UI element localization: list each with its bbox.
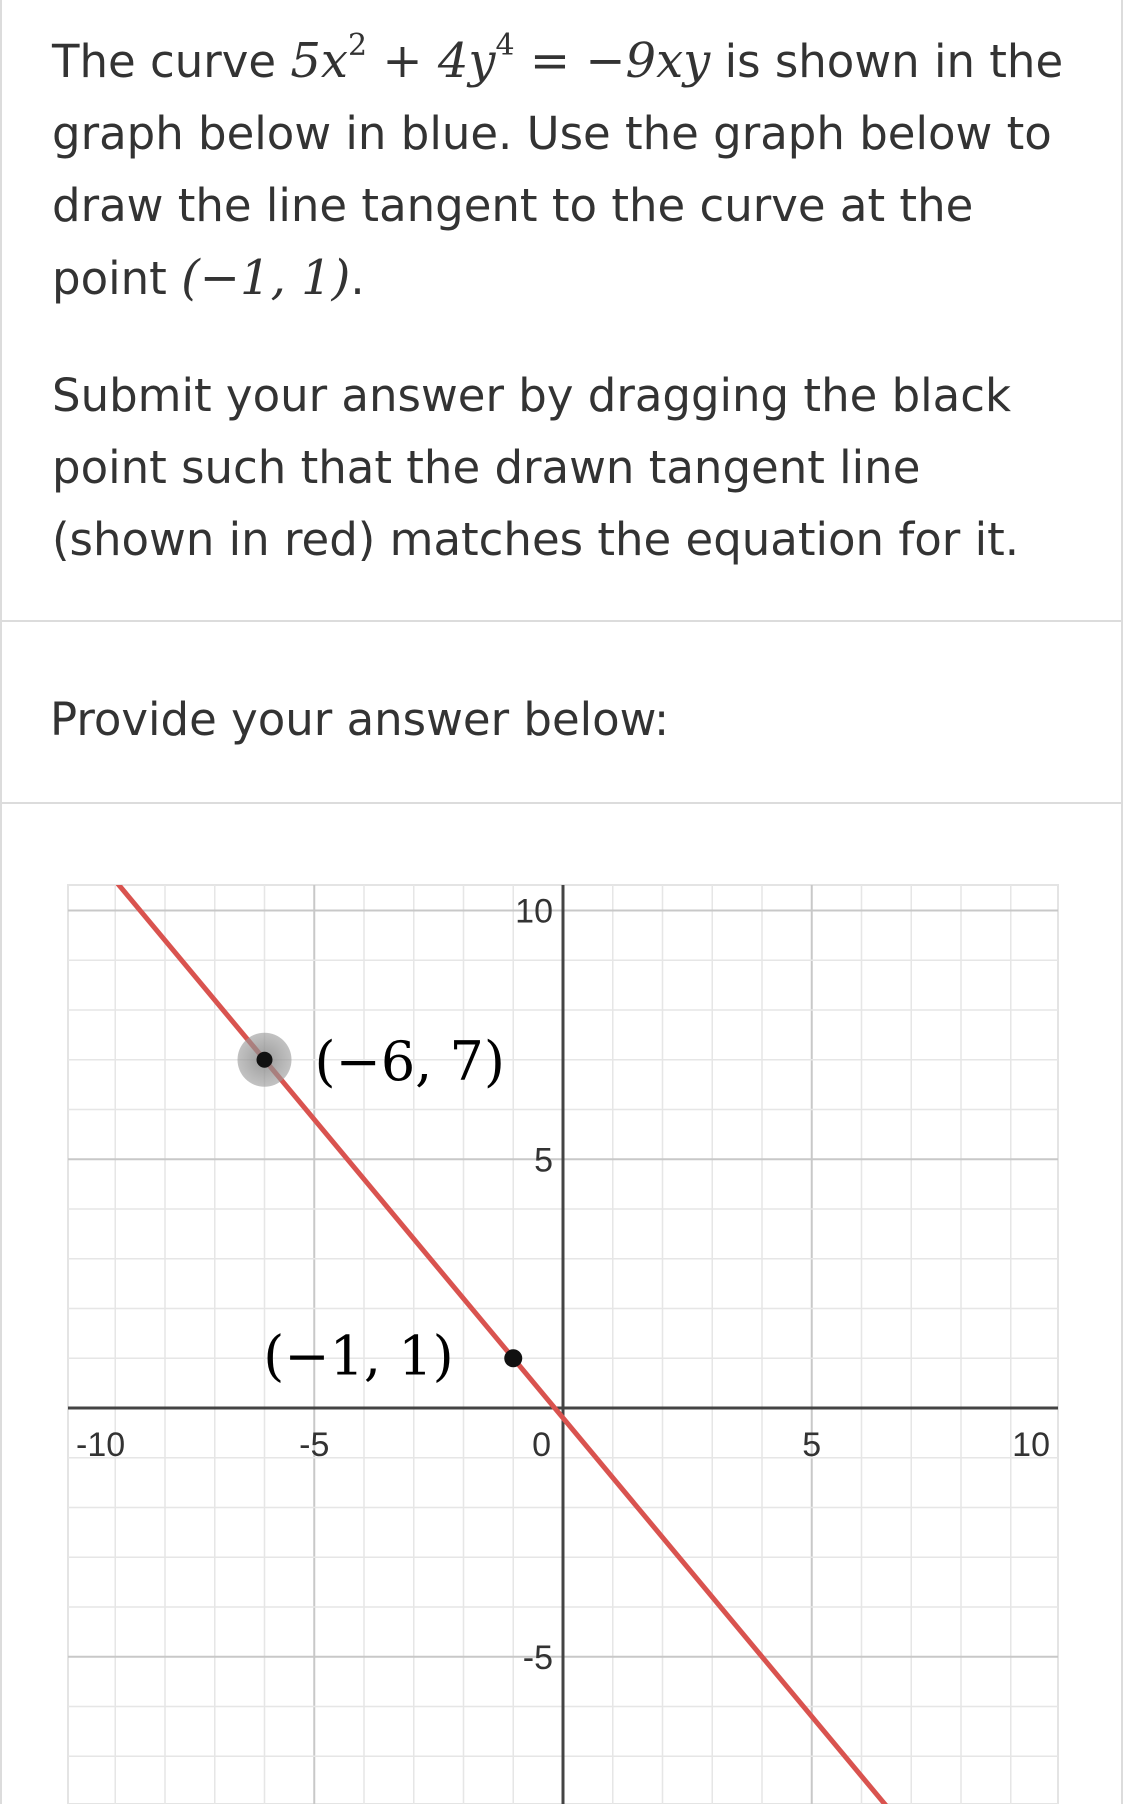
x-tick-label: -10 bbox=[76, 1426, 126, 1464]
drag-point-label: (−6, 7) bbox=[314, 1029, 505, 1093]
tangent-point-label: (−1, 1) bbox=[263, 1324, 454, 1388]
y-tick-label: 5 bbox=[534, 1141, 553, 1180]
question-text: The curve $5x^2 + 4y^4 = -9xy$ is shown in the graph below in blue. Use the graph below to draw the line tangent to the curve at the point (−1, 1). bbox=[52, 28, 1064, 306]
drag-point[interactable] bbox=[257, 1052, 273, 1068]
x-tick-label: 0 bbox=[532, 1426, 551, 1464]
curve-equation: $5x^2 + 4y^4 = -9xy$ bbox=[290, 28, 711, 89]
x-tick-label: 10 bbox=[1012, 1426, 1050, 1464]
answer-prompt: Provide your answer below: bbox=[50, 693, 670, 746]
question-body: is shown in the graph below in blue. Use the graph below to draw the line tangent to the curve at the point bbox=[52, 35, 1064, 305]
instructions-text: Submit your answer by dragging the black point such that the drawn tangent line (shown in red) matches the equation for it. bbox=[52, 369, 1020, 566]
x-tick-label: -5 bbox=[299, 1426, 330, 1464]
tangent-point bbox=[504, 1349, 522, 1367]
question-intro: The curve bbox=[52, 35, 291, 88]
x-tick-label: 5 bbox=[802, 1426, 822, 1464]
y-tick-label: 10 bbox=[515, 892, 553, 931]
target-point: (−1, 1) bbox=[181, 250, 351, 306]
y-tick-label: -5 bbox=[522, 1638, 553, 1677]
